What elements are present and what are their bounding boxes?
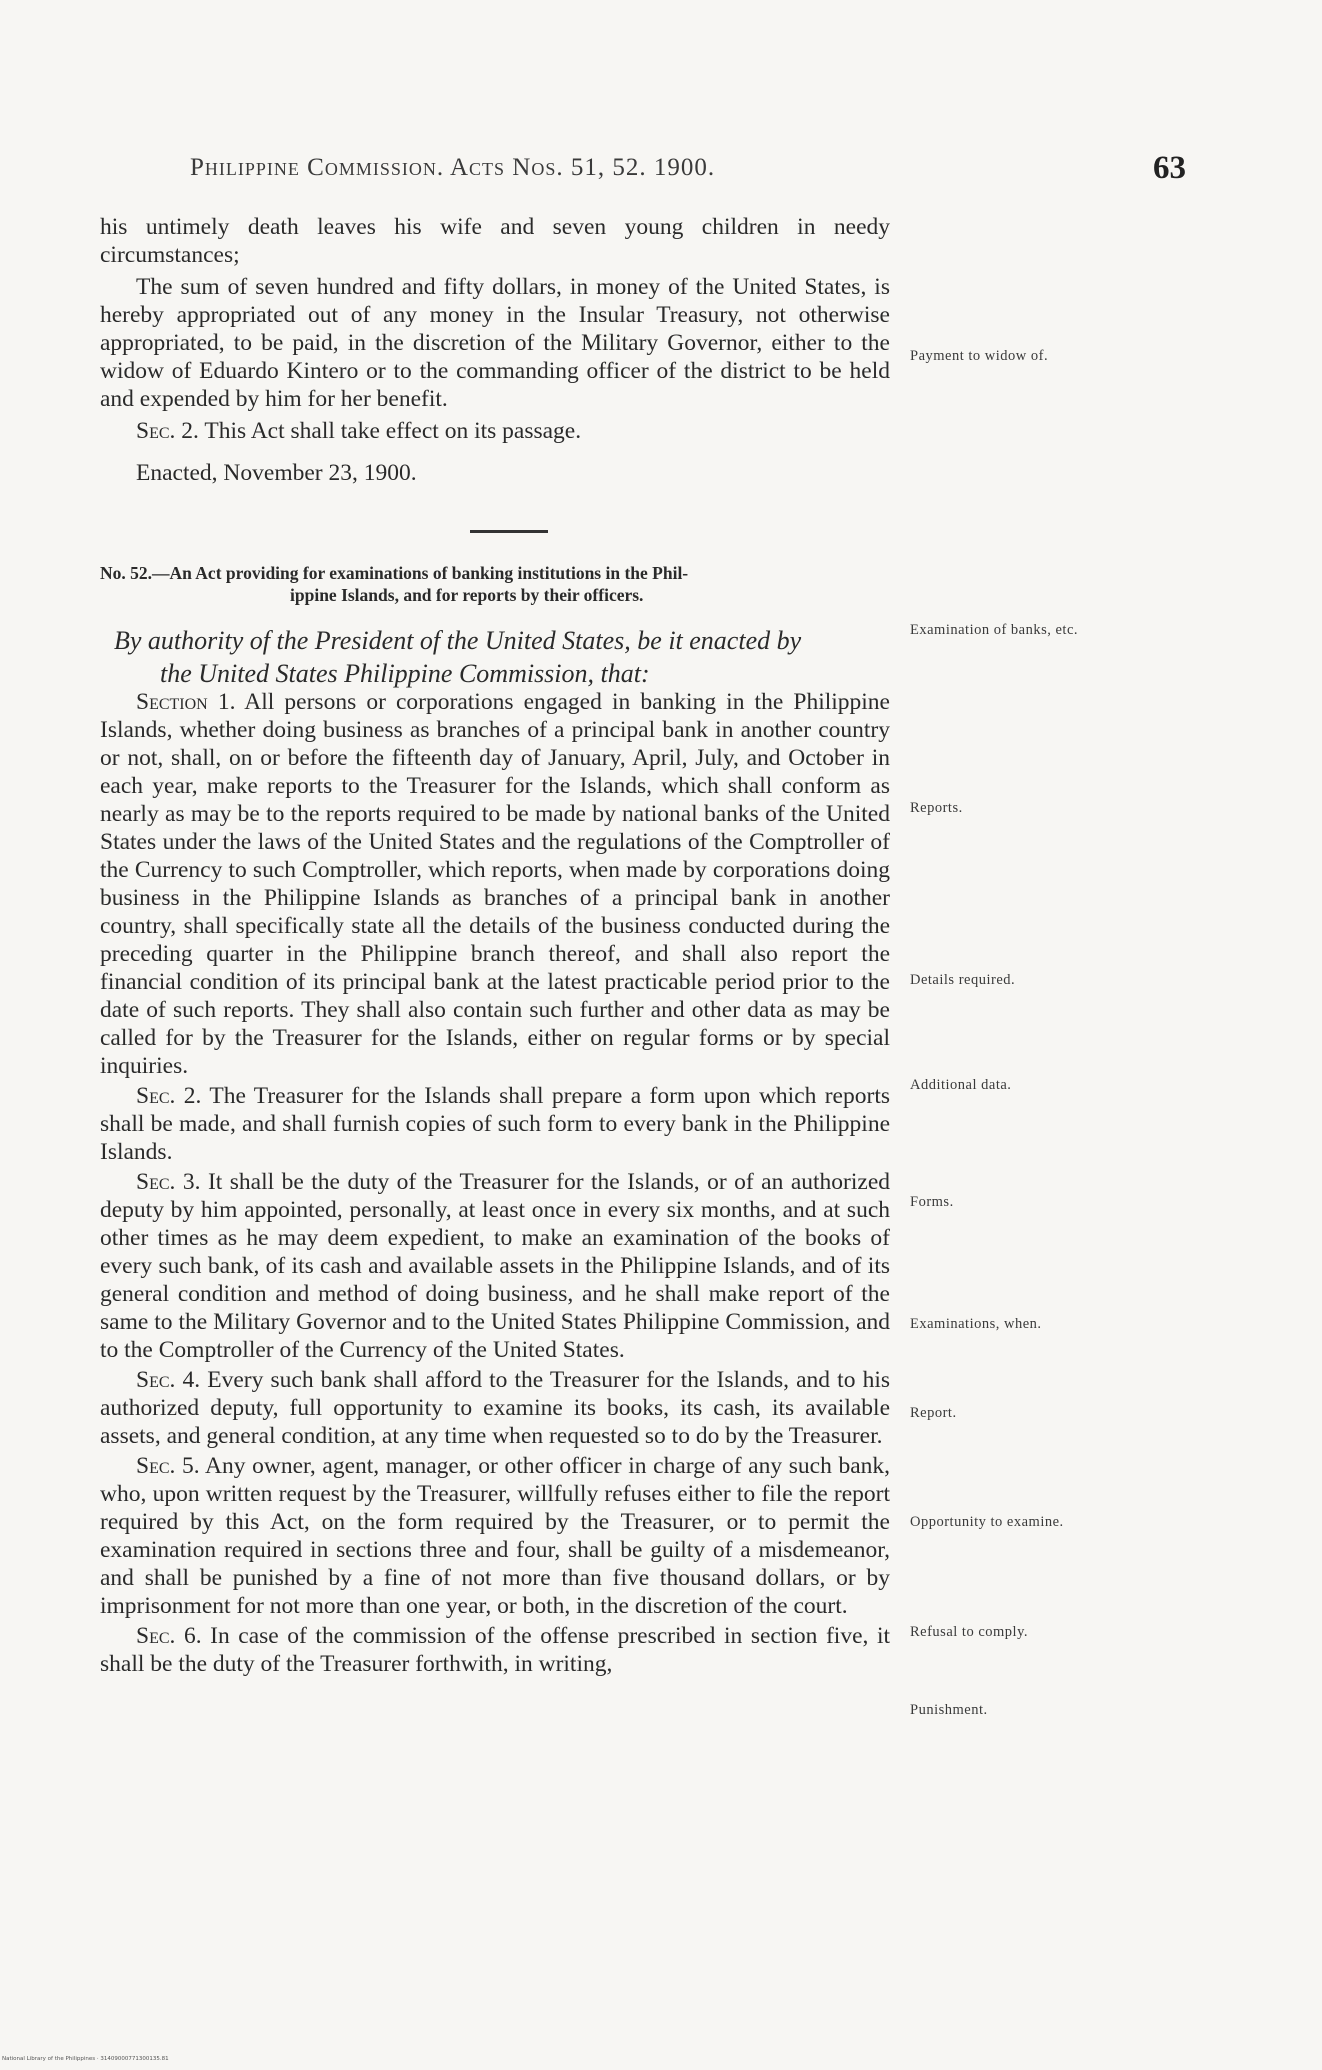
section-3	[100, 1168, 890, 1364]
enacting-line: By authority of the President of the United States, be it enacted by	[114, 626, 802, 655]
section-text: It shall be the duty of the Treasurer for the Islands, or of an authorized deputy by him appointed, personally, at least once in every six months, and at such other times as he may deem expedient, to make an examination of the books of every such bank, of its cash and available assets in the Philippine Islands, and of its general condition and method of doing business, and he shall make report of the same to the Military Governor and to the United States Philippine Commission, and to the Comptroller of the Currency of the United States.	[100, 1169, 891, 1363]
margin-note: Punishment.	[910, 1702, 988, 1718]
section-text: Every such bank shall afford to the Treasurer for the Islands, and to his authorized deputy, full opportunity to examine its books, its cash, its available assets, and general condition, at any time when requested so to do by the Treasurer.	[100, 1367, 891, 1449]
margin-note: Forms.	[910, 1194, 954, 1210]
section-text: In case of the commission of the offense prescribed in section five, it shall be the duty of the Treasurer forthwith, in writing,	[100, 1623, 891, 1677]
section-text: All persons or corporations engaged in banking in the Philippine Islands, whether doing business as branches of a principal bank in another country or not, shall, on or before the fifteenth day of January, April, July, and October in each year, make reports to the Treasurer for the Islands, which shall conform as nearly as may be to the reports required to be made by national banks of the United States under the laws of the United States and the regulations of the Comptroller of the Currency to such Comptroller, which reports, when made by corporations doing business in the Philippine Islands as branches of a principal bank in another country, shall specifically state all the details of the business conducted during the preceding quarter in the Philippine branch thereof, and shall also report the financial condition of its principal bank at the latest practicable period prior to the date of such reports. They shall also contain such further and other data as may be called for by the Treasurer for the Islands, either on regular forms or by special inquiries.	[100, 689, 890, 1079]
margin-note: Refusal to comply.	[910, 1624, 1028, 1640]
section-label: Sec. 6.	[136, 1623, 202, 1649]
section-6	[100, 1622, 890, 1678]
section-label: Sec. 3.	[136, 1169, 201, 1195]
page-number: 63	[1153, 150, 1186, 186]
section-4	[100, 1366, 890, 1450]
section-label: Sec. 4.	[136, 1367, 201, 1393]
margin-note: Payment to widow of.	[910, 348, 1049, 364]
section-label: Sec. 5.	[136, 1453, 200, 1479]
enacted-date: Enacted, November 23, 1900.	[136, 460, 417, 486]
act52-body	[100, 688, 890, 1678]
section-label: Sec. 2.	[136, 1083, 202, 1109]
margin-note: Examinations, when.	[910, 1316, 1042, 1332]
section-2	[100, 1082, 890, 1166]
margin-note: Additional data.	[910, 1077, 1012, 1093]
enacting-line: the United States Philippine Commission, that:	[160, 659, 650, 688]
margin-note: Details required.	[910, 972, 1016, 988]
act-heading	[100, 562, 890, 606]
section-label: Section 1.	[136, 689, 236, 715]
margin-note: Reports.	[910, 800, 963, 816]
paragraph-appropriation: The sum of seven hundred and fifty dollars, in money of the United States, is hereby appropriated out of any money in the Insular Treasury, not otherwise appropriated, to be paid, in the discretion of the Military Governor, either to the widow of Eduardo Kintero or to the commanding officer of the district to be held and expended by him for her benefit.	[100, 274, 890, 412]
act-heading-line: No. 52.—An Act providing for examinations of banking institutions in the Phil-	[100, 563, 689, 583]
enacting-clause	[114, 624, 914, 690]
scan-footer-tag: National Library of the Philippines · 31409000771300135.81	[2, 2056, 169, 2062]
section-text: This Act shall take effect on its passage.	[198, 418, 582, 444]
section-text: Any owner, agent, manager, or other officer in charge of any such bank, who, upon written request by the Treasurer, willfully refuses either to file the report required by this Act, on the form required by the Treasurer, or to permit the examination required in sections three and four, shall be guilty of a misdemeanor, and shall be punished by a fine of not more than five thousand dollars, or by imprisonment for not more than one year, or both, in the discretion of the court.	[100, 1453, 891, 1619]
paragraph: his untimely death leaves his wife and seven young children in needy circumstances;	[100, 214, 890, 268]
section-label: Sec. 2.	[136, 418, 199, 444]
section-divider-rule	[470, 530, 548, 533]
act-heading-line: ippine Islands, and for reports by their officers.	[290, 585, 644, 605]
act51-continuation	[100, 213, 890, 487]
section-2	[100, 417, 890, 445]
section-5	[100, 1452, 890, 1620]
running-head: Philippine Commission. Acts Nos. 51, 52. 1900.	[190, 154, 716, 181]
margin-note: Opportunity to examine.	[910, 1514, 1064, 1530]
margin-note: Report.	[910, 1405, 957, 1421]
section-text: The Treasurer for the Islands shall prepare a form upon which reports shall be made, and shall furnish copies of such form to every bank in the Philippine Islands.	[100, 1083, 890, 1165]
margin-note: Examination of banks, etc.	[910, 622, 1079, 638]
section-1	[100, 688, 890, 1080]
